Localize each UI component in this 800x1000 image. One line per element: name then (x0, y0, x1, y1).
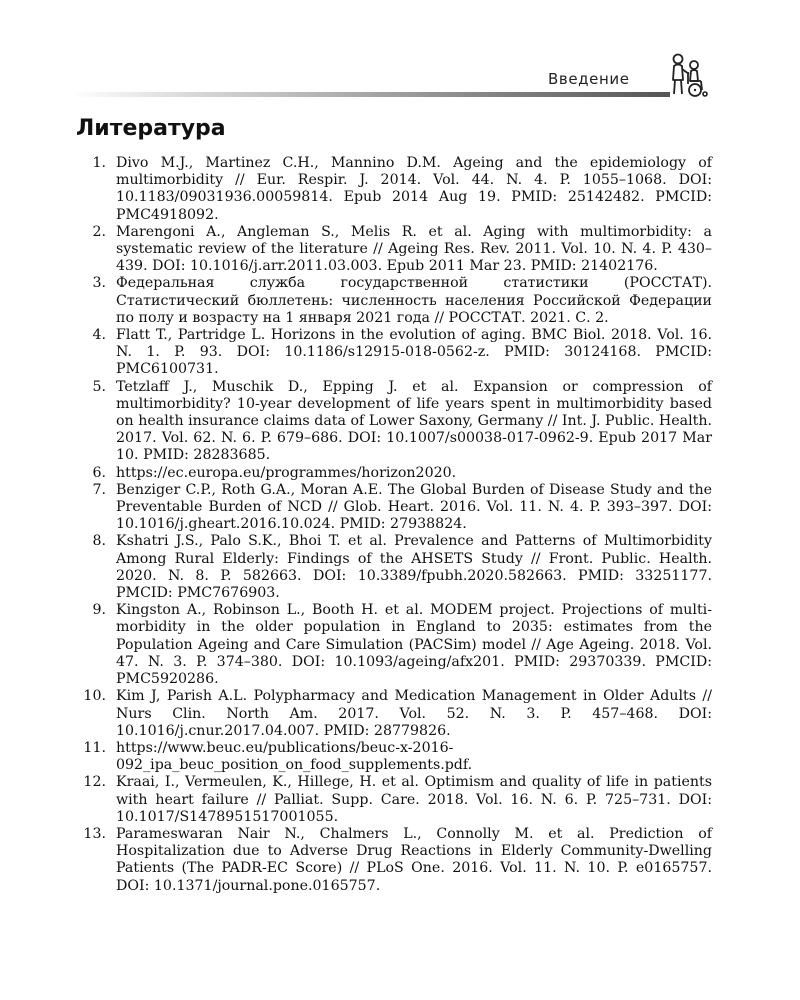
reference-text: Kshatri J.S., Palo S.K., Bhoi T. et al. Prevalence and Patterns of Multimorbidity Among Rural Elderly: Findings of the AHSETS Study // Front. Public. Health. 2020. N. 8. P. 582663. DOI: 10.3389/fpubh.2020.582663. PMID: 33251177. PMCID: PMC7676903. (116, 533, 712, 602)
reference-text: Benziger C.P., Roth G.A., Moran A.E. The Global Burden of Disease Study and the Preventable Burden of NCD // Glob. Heart. 2016. Vol. 11. N. 4. P. 393–397. DOI: 10.1016/j.gheart.2016.10.024. PMID: 27938824. (116, 481, 712, 533)
page-header (0, 0, 800, 100)
reference-item (76, 774, 712, 826)
reference-item (76, 533, 712, 602)
reference-item (76, 155, 712, 224)
page-title: Литература (76, 116, 226, 141)
reference-number: 12. (83, 774, 106, 791)
reference-item (76, 465, 712, 482)
reference-number: 3. (92, 275, 106, 292)
reference-text: Tetzlaff J., Muschik D., Epping J. et al. Expansion or compression of multimorbidity? 10-year development of life years spent in multimorbidity based on health insurance claims data of Lower Saxony, Germany // Int. J. Public. Health. 2017. Vol. 62. N. 6. P. 679–686. DOI: 10.1007/s00038-017-0962-9. Epub 2017 Mar 10. PMID: 28283685. (116, 378, 712, 464)
reference-text: Федеральная служба государственной статистики (РОССТАТ). Статистический бюллетень: численность населения Российской Федерации по полу и возрасту на 1 января 2021 года // РОССТАТ. 2021. С. 2. (116, 275, 712, 326)
reference-text: Marengoni A., Angleman S., Melis R. et al. Aging with multimorbidity: a systematic review of the literature // Ageing Res. Rev. 2011. Vol. 10. N. 4. P. 430–439. DOI: 10.1016/j.arr.2011.03.003. Epub 2011 Mar 23. PMID: 21402176. (116, 223, 712, 275)
reference-number: 1. (92, 155, 106, 171)
reference-number: 8. (92, 533, 106, 550)
reference-text[interactable]: https://www.beuc.eu/publications/beuc-x-2016-092_ipa_beuc_position_on_food_supplements.pdf. (116, 739, 473, 774)
reference-item (76, 379, 712, 465)
reference-number: 13. (83, 825, 106, 842)
reference-text: Kim J, Parish A.L. Polypharmacy and Medication Management in Older Adults // Nurs Clin. North Am. 2017. Vol. 52. N. 3. P. 457–468. DOI: 10.1016/j.cnur.2017.04.007. PMID: 28779826. (116, 688, 712, 739)
section-title: Введение (548, 70, 630, 88)
reference-number: 6. (92, 464, 106, 481)
reference-list (76, 155, 712, 895)
reference-item (76, 826, 712, 895)
reference-item (76, 740, 712, 774)
reference-item (76, 275, 712, 327)
reference-number: 7. (92, 481, 106, 498)
reference-item (76, 327, 712, 379)
reference-item (76, 224, 712, 276)
reference-text: Kingston A., Robinson L., Booth H. et al. MODEM project. Projections of multi-morbidity in the older population in England to 2035: estimates from the Population Ageing and Care Simulation (PACSim) model // Age Ageing. 2018. Vol. 47. N. 3. P. 374–380. DOI: 10.1093/ageing/afx201. PMID: 29370339. PMCID: PMC5920286. (116, 602, 712, 688)
reference-text[interactable]: https://ec.europa.eu/programmes/horizon2020. (116, 464, 457, 481)
reference-item (76, 602, 712, 688)
reference-number: 11. (83, 739, 106, 756)
reference-item (76, 688, 712, 740)
reference-text: Kraai, I., Vermeulen, K., Hillege, H. et al. Optimism and quality of life in patients with heart failure // Palliat. Supp. Care. 2018. Vol. 16. N. 6. P. 725–731. DOI: 10.1017/S1478951517001055. (116, 774, 712, 825)
reference-item (76, 482, 712, 534)
reference-number: 4. (92, 327, 106, 344)
elderly-couple-wheelchair-icon (664, 50, 710, 98)
reference-number: 10. (83, 688, 106, 705)
reference-text: Divo M.J., Martinez C.H., Mannino D.M. Ageing and the epidemiology of multimorbidity // Eur. Respir. J. 2014. Vol. 44. N. 4. P. 1055–1068. DOI: 10.1183/09031936.00059814. Epub 2014 Aug 19. PMID: 25142482. PMCID: PMC4918092. (116, 155, 712, 223)
reference-text: Flatt T., Partridge L. Horizons in the evolution of aging. BMC Biol. 2018. Vol. 16. N. 1. P. 93. DOI: 10.1186/s12915-018-0562-z. PMID: 30124168. PMCID: PMC6100731. (116, 327, 712, 378)
reference-number: 2. (92, 223, 106, 240)
reference-number: 5. (92, 378, 106, 395)
header-divider (70, 92, 670, 97)
reference-text: Parameswaran Nair N., Chalmers L., Connolly M. et al. Prediction of Hospitalization due to Adverse Drug Reactions in Elderly Community-Dwelling Patients (The PADR-EC Score) // PLoS One. 2016. Vol. 11. N. 10. P. e0165757. DOI: 10.1371/journal.pone.0165757. (116, 825, 712, 894)
reference-number: 9. (92, 602, 106, 619)
